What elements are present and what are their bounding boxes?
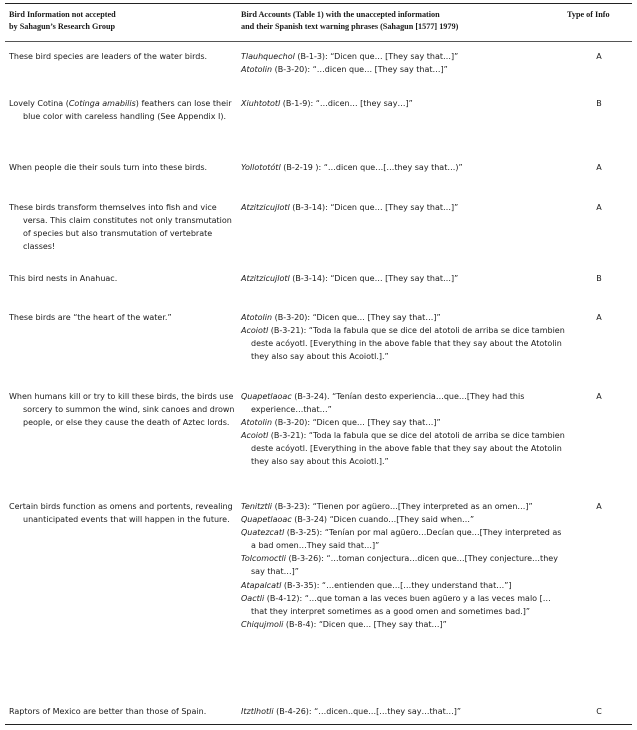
account-entry (241, 416, 566, 429)
accounts-cell (241, 311, 566, 363)
info-species-name: Cotinga amabilis (68, 99, 136, 108)
account-entry (241, 552, 566, 578)
type-cell: A (596, 52, 602, 61)
type-cell: B (596, 274, 602, 283)
header-col1-line2: by Sahagun’s Research Group (9, 21, 116, 31)
info-cell (9, 201, 235, 253)
account-entry (241, 592, 566, 618)
account-text: (B-1-3): “Dicen que… [They say that…]” (294, 52, 459, 61)
bird-name: Tlauhquechol (241, 52, 295, 61)
account-text: (B-3-20): “…dicen que… [They say that…]” (272, 65, 448, 75)
info-cell (9, 311, 235, 324)
bird-name: Atotolin (241, 418, 273, 428)
accounts-cell (241, 201, 566, 214)
bird-name: Acoiotl (241, 326, 269, 336)
info-cell (9, 500, 235, 526)
info-cell (9, 161, 235, 174)
account-entry (241, 63, 566, 76)
account-entry (241, 272, 566, 285)
info-text: These birds transform themselves into fish and vice versa. This claim constitutes not only transmutation of species but also transmutation of vertebrate classes! (9, 203, 232, 252)
account-text: (B-3-24). “Tenían desto experiencia…que…[They had this experience…that…” (251, 392, 525, 415)
accounts-cell (241, 272, 566, 285)
account-text: (B-3-14): “Dicen que… [They say that…]” (289, 274, 459, 283)
account-entry (241, 97, 566, 110)
type-cell: A (596, 163, 602, 172)
account-entry (241, 500, 566, 513)
info-cell (9, 272, 235, 285)
account-text: (B-3-21): “Toda la fabula que se dice del atotoli de arriba se dice tambien deste acóyotl. [Everything in the above fable that they say about the Atotolin they also say about this Acoiotl.].” (251, 326, 565, 362)
account-text: (B-4-12): “…que toman a las veces buen agüero y a las veces malo […that they interpret sometimes as a good omen and sometimes bad.]” (251, 593, 551, 616)
bird-name: Atotolin (241, 313, 273, 322)
type-cell: A (596, 313, 602, 322)
info-text: Certain birds function as omens and portents, revealing unanticipated events that will happen in the future. (9, 502, 233, 525)
header-col2 (241, 9, 541, 32)
account-text: (B-3-24) “Dicen cuando…[They said when…” (291, 515, 475, 525)
table-top-rule (5, 3, 632, 4)
accounts-cell (241, 705, 566, 718)
type-cell: A (596, 392, 602, 401)
account-entry (241, 201, 566, 214)
bird-name: Tenitztli (241, 502, 273, 511)
header-col1-line1: Bird Information not accepted (9, 10, 116, 19)
info-text-post: ) feathers can lose their blue color with careless handling (See Appendix I). (23, 99, 232, 122)
account-entry (241, 705, 566, 718)
info-cell (9, 390, 235, 429)
account-text: (B-3-20): “Dicen que… [They say that…]” (272, 313, 441, 322)
bird-name: Itztlhotli (241, 707, 274, 716)
account-text: (B-1-9): “…dicen… [they say…]” (280, 99, 413, 108)
account-entry (241, 324, 566, 363)
account-text: (B-2-19 ): “…dicen que…[…they say that…)” (280, 163, 463, 172)
account-entry (241, 161, 566, 174)
header-col2-line1: Bird Accounts (Table 1) with the unaccepted information (241, 10, 440, 19)
account-entry (241, 50, 566, 63)
type-cell: A (596, 502, 602, 511)
bird-name: Tolcomoctli (241, 554, 286, 564)
bird-name: Yollototótl (241, 163, 281, 172)
account-text: (B-3-14): “Dicen que… [They say that…]” (289, 203, 459, 212)
info-text: When people die their souls turn into these birds. (9, 163, 208, 172)
type-cell: A (596, 203, 602, 212)
account-entry (241, 311, 566, 324)
bird-name: Quatezcatl (241, 528, 285, 538)
bird-name: Oactli (241, 593, 265, 603)
account-entry (241, 390, 566, 416)
account-text: (B-3-21): “Toda la fabula que se dice del atotoli de arriba se dice tambien deste acóyotl. [Everything in the above fable that they say about the Atotolin they also say about this Acoiotl.].” (251, 431, 565, 467)
accounts-cell (241, 97, 566, 110)
bird-name: Quapetlaoac (241, 392, 292, 401)
bird-name: Atapalcatl (241, 580, 282, 590)
info-text: These bird species are leaders of the water birds. (9, 52, 208, 61)
account-text: (B-4-26): “…dicen..que…[…they say…that…]” (273, 707, 461, 716)
info-cell (9, 50, 235, 63)
bird-name: Atzitzicujlotl (241, 274, 290, 283)
accounts-cell (241, 161, 566, 174)
info-text-pre: Lovely Cotina ( (9, 99, 69, 108)
bird-name: Xiuhtototl (241, 99, 281, 108)
type-cell: C (596, 707, 602, 716)
info-text: These birds are “the heart of the water.” (9, 313, 172, 322)
account-text: (B-3-20): “Dicen que… [They say that…]” (272, 418, 441, 428)
bird-name: Quapetlaoac (241, 515, 292, 525)
account-text: (B-3-25): “Tenían por mal agüero…Decían que…[They interpreted as a bad omen…They said that…]” (251, 528, 562, 551)
header-col2-line2: and their Spanish text warning phrases (Sahagun [1577] 1979) (241, 21, 459, 31)
account-text: (B-3-23): “Tienen por agüero…[They interpreted as an omen…]” (272, 502, 533, 511)
account-text: (B-8-4): “Dicen que… [They say that…]” (283, 619, 447, 629)
table-bottom-rule (5, 724, 632, 725)
account-entry (241, 429, 566, 468)
header-col3: Type of Info (567, 10, 610, 19)
accounts-cell (241, 390, 566, 469)
account-entry (241, 526, 566, 552)
table-header-rule (5, 41, 632, 42)
info-text: This bird nests in Anahuac. (9, 274, 118, 283)
account-entry (241, 618, 566, 631)
accounts-cell (241, 500, 566, 631)
accounts-cell (241, 50, 566, 76)
info-text (9, 97, 235, 123)
info-cell (9, 705, 235, 718)
header-col1 (9, 9, 234, 32)
bird-name: Atotolin (241, 65, 273, 75)
account-text: (B-3-26): “…toman conjectura…dicen que…[They conjecture…they say that…]” (251, 554, 558, 577)
info-cell (9, 97, 235, 123)
account-entry (241, 513, 566, 526)
account-entry (241, 579, 566, 592)
type-cell: B (596, 99, 602, 108)
account-text: (B-3-35): “…entienden que…[…they understand that…”] (281, 580, 512, 590)
bird-name: Chiqujmoli (241, 619, 284, 629)
info-text: Raptors of Mexico are better than those of Spain. (9, 707, 207, 716)
bird-name: Acoiotl (241, 431, 269, 441)
info-text: When humans kill or try to kill these birds, the birds use sorcery to summon the wind, sink canoes and drown people, or else they cause the death of Aztec lords. (9, 392, 235, 428)
bird-name: Atzitzicujlotl (241, 203, 290, 212)
